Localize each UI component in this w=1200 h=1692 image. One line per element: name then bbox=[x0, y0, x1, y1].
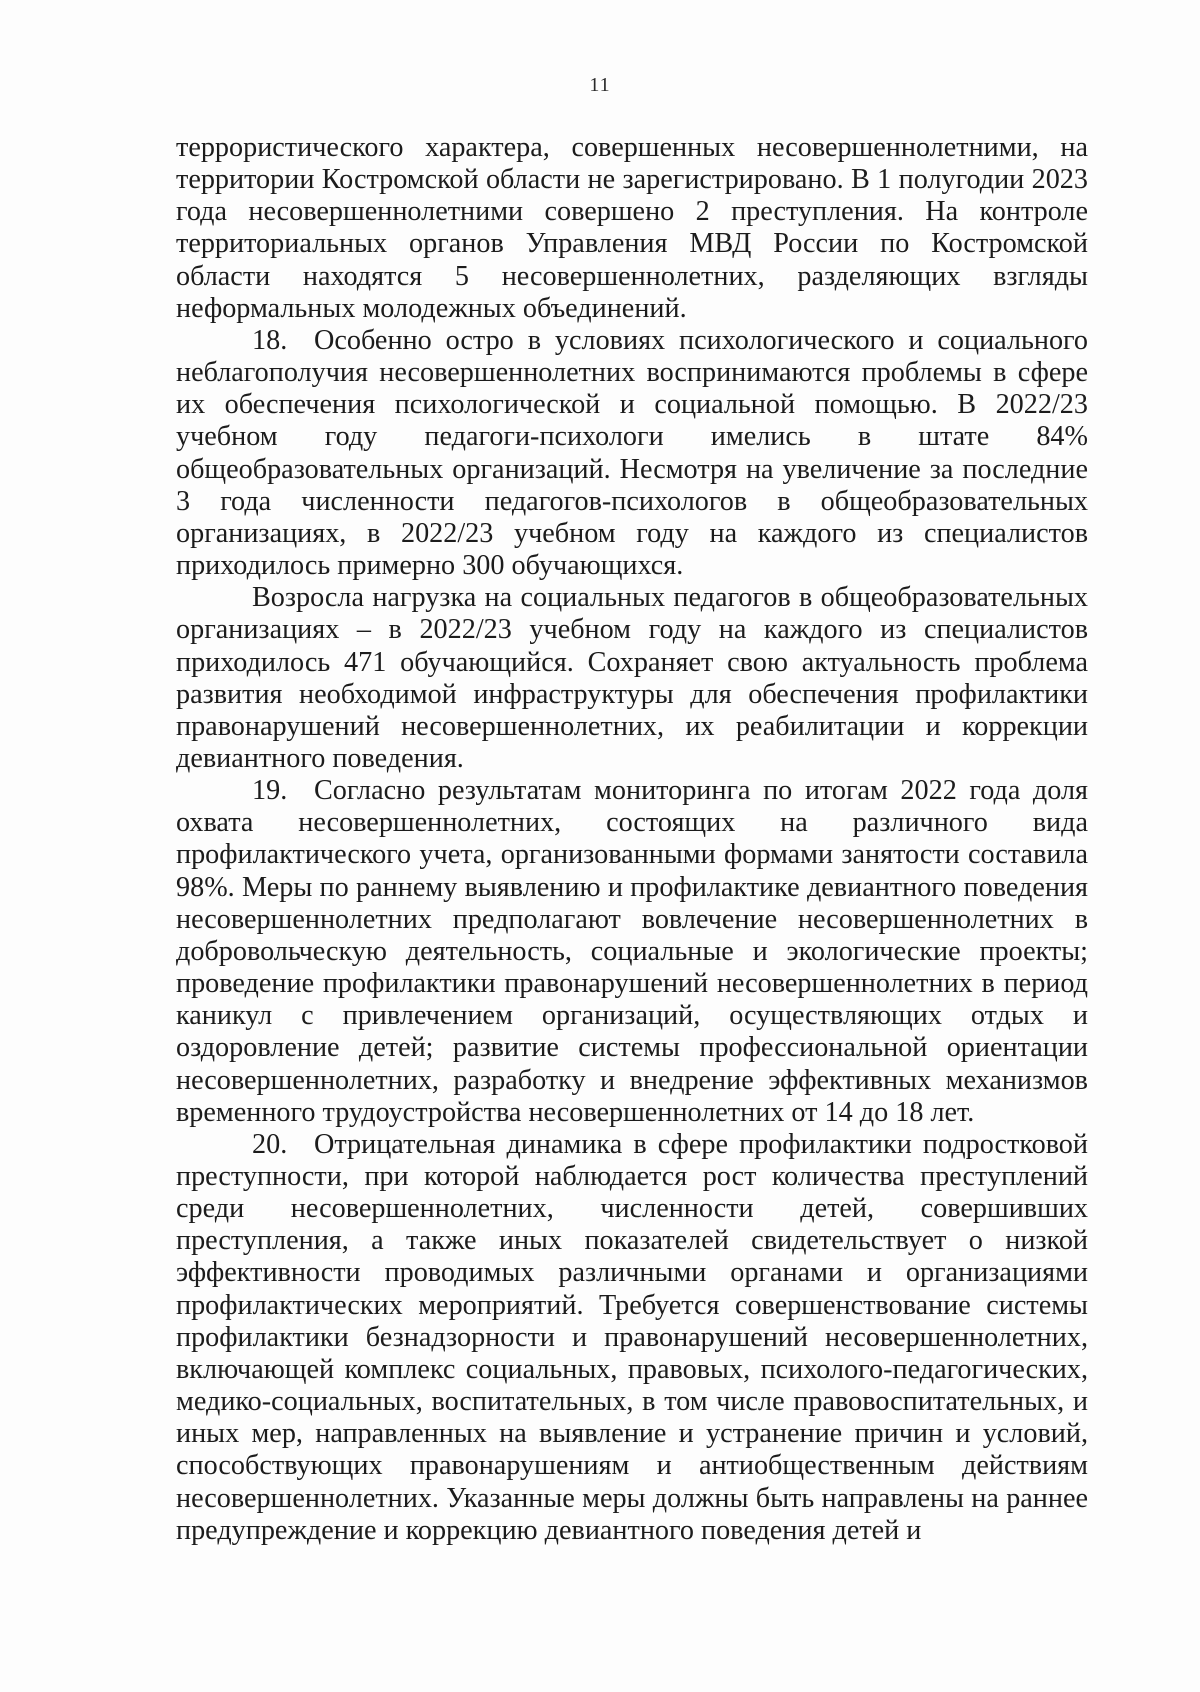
paragraph-continuation bbox=[176, 132, 1088, 325]
paragraph-20 bbox=[176, 1129, 1088, 1547]
page-number: 11 bbox=[589, 74, 611, 96]
paragraph-19 bbox=[176, 775, 1088, 1129]
paragraph-text: террористического характера, совершенных несовершеннолетними, на территории Костромской области не зарегистрировано. В 1 полугодии 2023 года несовершеннолетними совершено 2 преступления. На контроле территориальных органов Управления МВД России по Костромской области находятся 5 несовершеннолетних, разделяющих взгляды неформальных молодежных объединений. bbox=[176, 132, 1088, 324]
paragraph-text: Особенно остро в условиях психологического и социального неблагополучия несовершеннолетних воспринимаются проблемы в сфере их обеспечения психологической и социальной помощью. В 2022/23 учебном году педагоги-психологи имелись в штате 84% общеобразовательных организаций. Несмотря на увеличение за последние 3 года численности педагогов-психологов в общеобразовательных организациях, в 2022/23 учебном году на каждого из специалистов приходилось примерно 300 обучающихся. bbox=[176, 324, 1088, 582]
paragraph-text: Отрицательная динамика в сфере профилактики подростковой преступности, при которой наблюдается рост количества преступлений среди несовершеннолетних, численности детей, совершивших преступления, а также иных показателей свидетельствует о низкой эффективности проводимых различными органами и организациями профилактических мероприятий. Требуется совершенствование системы профилактики безнадзорности и правонарушений несовершеннолетних, включающей комплекс социальных, правовых, психолого-педагогических, медико-социальных, воспитательных, в том числе правовоспитательных, и иных мер, направленных на выявление и устранение причин и условий, способствующих правонарушениям и антиобщественным действиям несовершеннолетних. Указанные меры должны быть направлены на раннее предупреждение и коррекцию девиантного поведения детей и bbox=[176, 1128, 1088, 1546]
paragraph-social-pedagogues bbox=[176, 582, 1088, 775]
paragraph-number: 19. bbox=[252, 775, 288, 807]
paragraph-number: 18. bbox=[252, 324, 288, 356]
paragraph-text: Возросла нагрузка на социальных педагогов в общеобразовательных организациях – в 2022/23 учебном году на каждого из специалистов приходилось 471 обучающийся. Сохраняет свою актуальность проблема развития необходимой инфраструктуры для обеспечения профилактики правонарушений несовершеннолетних, их реабилитации и коррекции девиантного поведения. bbox=[176, 582, 1088, 774]
paragraph-18 bbox=[176, 325, 1088, 582]
paragraph-text: Согласно результатам мониторинга по итогам 2022 года доля охвата несовершеннолетних, состоящих на различного вида профилактического учета, организованными формами занятости составила 98%. Меры по раннему выявлению и профилактике девиантного поведения несовершеннолетних предполагают вовлечение несовершеннолетних в добровольческую деятельность, социальные и экологические проекты; проведение профилактики правонарушений несовершеннолетних в период каникул с привлечением организаций, осуществляющих отдых и оздоровление детей; развитие системы профессиональной ориентации несовершеннолетних, разработку и внедрение эффективных механизмов временного трудоустройства несовершеннолетних от 14 до 18 лет. bbox=[176, 775, 1088, 1128]
document-body bbox=[176, 132, 1088, 1547]
paragraph-number: 20. bbox=[252, 1128, 288, 1160]
